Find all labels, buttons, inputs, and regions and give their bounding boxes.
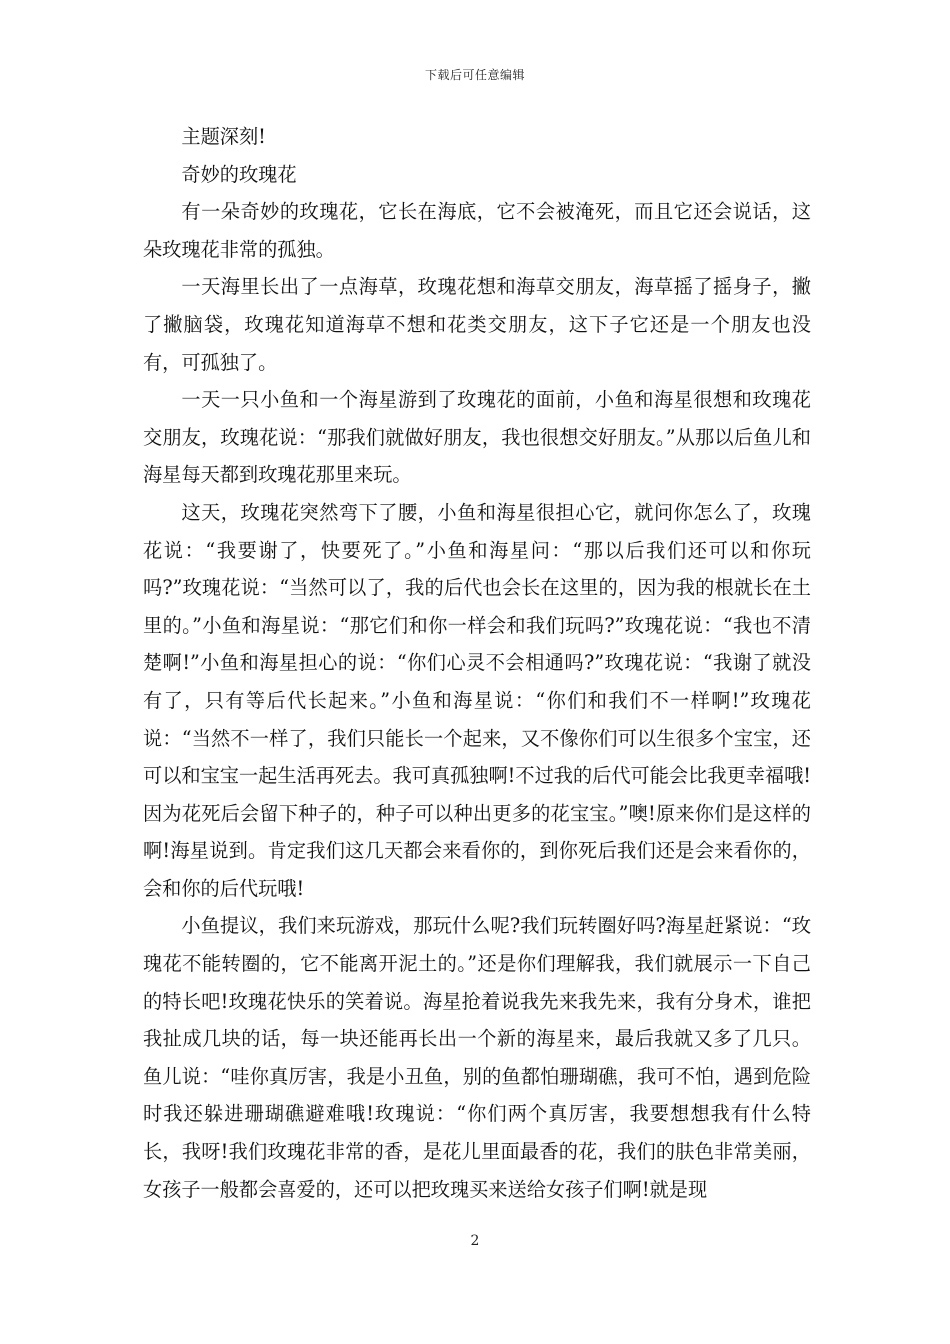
document-body: [143, 118, 811, 1208]
page-header: 下载后可任意编辑: [424, 68, 525, 82]
paragraph-summary: 主题深刻!: [181, 125, 266, 148]
paragraph: 一天一只小鱼和一个海星游到了玫瑰花的面前，小鱼和海星很想和玫瑰花交朋友，玫瑰花说：“那我们就做好朋友，我也很想交好朋友。”从那以后鱼儿和海星每天都到玫瑰花那里来玩。: [143, 388, 811, 487]
paragraph: 有一朵奇妙的玫瑰花，它长在海底，它不会被淹死，而且它还会说话，这朵玫瑰花非常的孤独。: [143, 200, 811, 261]
paragraph: 小鱼提议，我们来玩游戏，那玩什么呢?我们玩转圈好吗?海星赶紧说：“玫瑰花不能转圈的，它不能离开泥土的。”还是你们理解我，我们就展示一下自己的特长吧!玫瑰花快乐的笑着说。海星抢着说我先来我先来，我有分身术，谁把我扯成几块的话，每一块还能再长出一个新的海星来，最后我就又多了几只。鱼儿说：“哇你真厉害，我是小丑鱼，别的鱼都怕珊瑚礁，我可不怕，遇到危险时我还躲进珊瑚礁避难哦!玫瑰说：“你们两个真厉害，我要想想我有什么特长，我呀!我们玫瑰花非常的香，是花儿里面最香的花，我们的肤色非常美丽，女孩子一般都会喜爱的，还可以把玫瑰买来送给女孩子们啊!就是现: [143, 914, 811, 1201]
page-number: 2: [470, 1233, 480, 1249]
article-title: 奇妙的玫瑰花: [181, 162, 297, 186]
paragraph: 一天海里长出了一点海草，玫瑰花想和海草交朋友，海草摇了摇身子，撇了撇脑袋，玫瑰花知道海草不想和花类交朋友，这下子它还是一个朋友也没有，可孤独了。: [143, 275, 811, 374]
paragraph: 这天，玫瑰花突然弯下了腰，小鱼和海星很担心它，就问你怎么了，玫瑰花说：“我要谢了，快要死了。”小鱼和海星问：“那以后我们还可以和你玩吗?”玫瑰花说：“当然可以了，我的后代也会长在这里的，因为我的根就长在土里的。”小鱼和海星说：“那它们和你一样会和我们玩吗?”玫瑰花说：“我也不清楚啊!”小鱼和海星担心的说：“你们心灵不会相通吗?”玫瑰花说：“我谢了就没有了，只有等后代长起来。”小鱼和海星说：“你们和我们不一样啊!”玫瑰花说：“当然不一样了，我们只能长一个起来，又不像你们可以生很多个宝宝，还可以和宝宝一起生活再死去。我可真孤独啊!不过我的后代可能会比我更幸福哦!因为花死后会留下种子的，种子可以种出更多的花宝宝。”噢!原来你们是这样的啊!海星说到。肯定我们这几天都会来看你的，到你死后我们还是会来看你的，会和你的后代玩哦!: [143, 500, 811, 900]
